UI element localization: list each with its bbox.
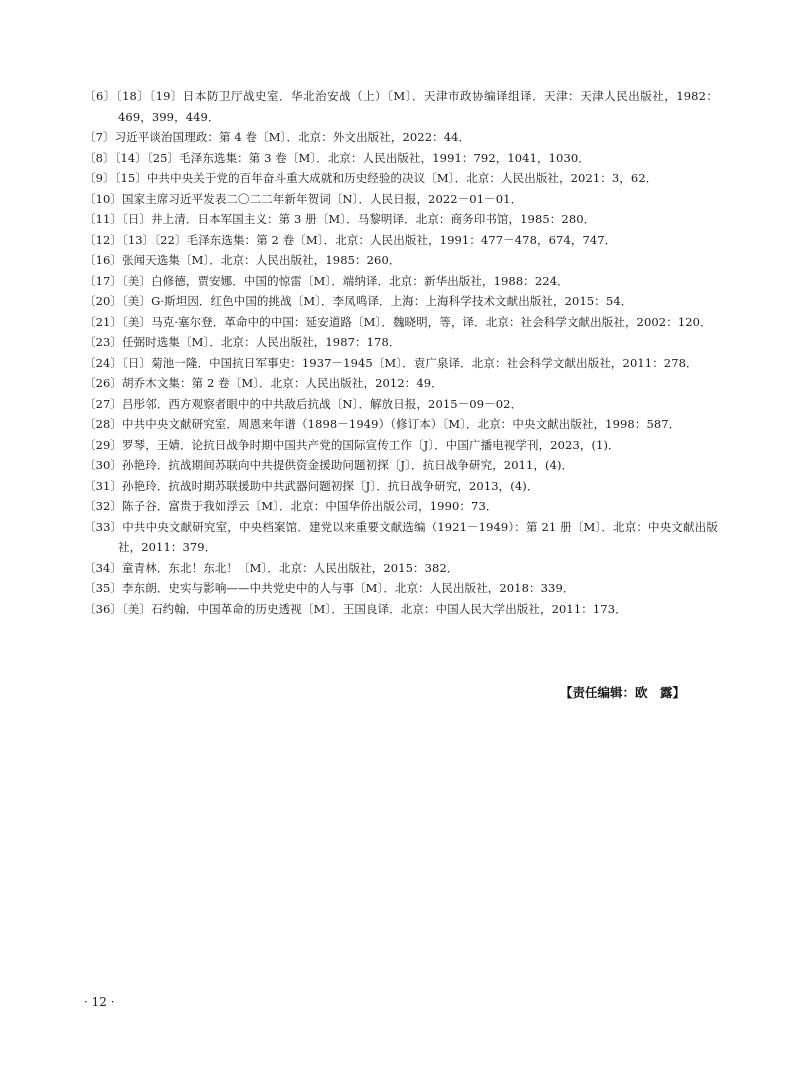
reference-item: 〔20〕〔美〕G·斯坦因．红色中国的挑战〔M〕．李凤鸣译．上海：上海科学技术文献出版社，2015：54． (84, 294, 633, 308)
reference-item: 〔11〕〔日〕井上清．日本军国主义：第 3 册〔M〕．马黎明译．北京：商务印书馆，1985：280． (84, 212, 596, 226)
reference-item: 〔29〕罗琴，王婧．论抗日战争时期中国共产党的国际宣传工作〔J〕．中国广播电视学刊，2023，(1)． (84, 437, 620, 452)
reference-item: 〔12〕〔13〕〔22〕毛泽东选集：第 2 卷〔M〕．北京：人民出版社，1991：477－478，674，747． (84, 232, 617, 247)
reference-item: 〔17〕〔美〕白修德，贾安娜．中国的惊雷〔M〕．端纳译．北京：新华出版社，1988：224． (84, 273, 569, 288)
reference-item: 〔8〕〔14〕〔25〕毛泽东选集：第 3 卷〔M〕．北京：人民出版社，1991：792，1041，1030． (84, 150, 590, 165)
reference-item: 〔24〕〔日〕菊池一隆．中国抗日军事史：1937－1945〔M〕．袁广泉译．北京：社会科学文献出版社，2011：278． (84, 355, 698, 370)
reference-item: 〔10〕国家主席习近平发表二〇二二年新年贺词〔N〕．人民日报，2022－01－01． (84, 191, 523, 206)
reference-item: 〔26〕胡乔木文集：第 2 卷〔M〕．北京：人民出版社，2012：49． (84, 376, 443, 390)
reference-item: 〔16〕张闻天选集〔M〕．北京：人民出版社，1985：260． (84, 253, 401, 267)
responsible-editor: 【责任编辑：欧 露】 (559, 685, 685, 700)
reference-item: 〔9〕〔15〕中共中央关于党的百年奋斗重大成就和历史经验的决议〔M〕．北京：人民出版社，2021：3，62． (84, 171, 658, 185)
reference-item: 〔23〕任弼时选集〔M〕．北京：人民出版社，1987：178． (84, 335, 401, 349)
reference-item: 〔21〕〔美〕马克·塞尔登．革命中的中国：延安道路〔M〕．魏晓明，等，译．北京：社会科学文献出版社，2002：120． (84, 314, 712, 329)
reference-item: 〔27〕吕彤邻．西方观察者眼中的中共敌后抗战〔N〕．解放日报，2015－09－02． (84, 396, 523, 411)
reference-item: 〔36〕〔美〕石约翰．中国革命的历史透视〔M〕．王国良译．北京：中国人民大学出版社，2011：173． (84, 601, 627, 616)
reference-item: 〔31〕孙艳玲．抗战时期苏联援助中共武器问题初探〔J〕．抗日战争研究，2013，(4)． (84, 478, 539, 493)
reference-item: 〔32〕陈子谷．富贵于我如浮云〔M〕．北京：中国华侨出版公司，1990：73． (84, 499, 498, 513)
reference-item: 〔28〕中共中央文献研究室．周恩来年谱（1898－1949）（修订本）〔M〕．北京：中央文献出版社，1998：587． (84, 417, 681, 431)
reference-item: 〔34〕童青林．东北！东北！〔M〕．北京：人民出版社，2015：382． (84, 560, 459, 575)
reference-list (84, 86, 718, 619)
page-number: · 12 · (84, 995, 115, 1009)
reference-item: 〔7〕习近平谈治国理政：第 4 卷〔M〕．北京：外文出版社，2022：44． (84, 130, 471, 144)
reference-item: 〔35〕李东朗．史实与影响——中共党史中的人与事〔M〕．北京：人民出版社，2018：339． (84, 581, 575, 595)
reference-item: 〔30〕孙艳玲．抗战期间苏联向中共提供资金援助问题初探〔J〕．抗日战争研究，2011，(4)． (84, 458, 574, 472)
reference-item: 〔33〕中共中央文献研究室，中央档案馆．建党以来重要文献选编（1921－1949）：第 21 册〔M〕．北京：中央文献出版社，2011：379． (84, 519, 718, 554)
reference-item: 〔6〕〔18〕〔19〕日本防卫厅战史室．华北治安战（上）〔M〕．天津市政协编译组译．天津：天津人民出版社，1982：469，399，449． (84, 89, 718, 124)
